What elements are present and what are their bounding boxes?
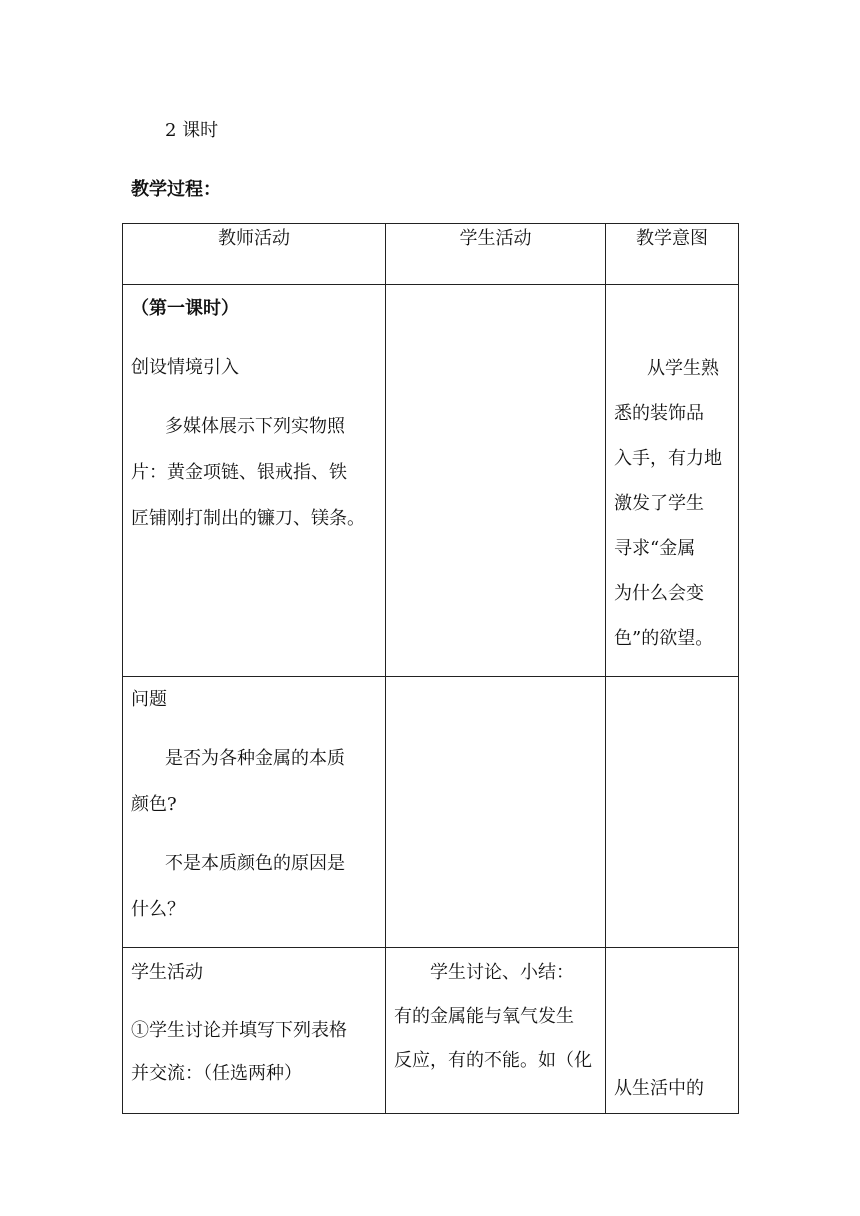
paragraph-line: 片：黄金项链、银戒指、铁	[131, 462, 347, 483]
student-activity-cell	[386, 285, 606, 677]
section-heading: 学生活动	[131, 962, 203, 983]
paragraph-line: 颜色?	[131, 794, 177, 815]
student-line: 学生讨论、小结：	[430, 962, 574, 983]
header-teacher-activity: 教师活动	[123, 224, 386, 285]
session-label: （第一课时）	[131, 298, 239, 319]
student-line: 有的金属能与氧气发生	[394, 1006, 574, 1027]
table-row	[123, 677, 739, 948]
intent-line: 从生活中的	[614, 1078, 704, 1099]
paragraph-line: 什么？	[131, 899, 185, 920]
intent-line: 从学生熟	[647, 358, 719, 379]
intent-line: 入手，有力地	[614, 448, 722, 469]
intent-line: 色”的欲望。	[614, 628, 714, 649]
teaching-intent-cell	[606, 677, 739, 948]
student-line: 反应，有的不能。如（化	[394, 1050, 592, 1071]
paragraph-line: 多媒体展示下列实物照	[165, 416, 345, 437]
student-activity-cell	[386, 948, 606, 1114]
header-student-activity: 学生活动	[386, 224, 606, 285]
header-teaching-intent: 教学意图	[606, 224, 739, 285]
lesson-duration: 2 课时	[165, 120, 219, 141]
teaching-intent-cell	[606, 948, 739, 1114]
student-activity-cell	[386, 677, 606, 948]
intent-line: 悉的装饰品	[614, 403, 704, 424]
paragraph-line: 并交流：（任选两种）	[131, 1063, 302, 1084]
section-heading: 问题	[131, 689, 167, 710]
teaching-process-table	[122, 223, 739, 1114]
teacher-activity-cell	[123, 677, 386, 948]
paragraph-line: 是否为各种金属的本质	[165, 748, 345, 769]
intent-line: 激发了学生	[614, 493, 704, 514]
paragraph-line: 匠铺刚打制出的镰刀、镁条。	[131, 508, 365, 529]
paragraph-line: 不是本质颜色的原因是	[165, 853, 345, 874]
teacher-activity-cell	[123, 285, 386, 677]
section-title: 教学过程：	[131, 179, 221, 200]
table-row	[123, 285, 739, 677]
table-header-row	[123, 224, 739, 285]
section-heading: 创设情境引入	[131, 357, 239, 378]
table-row	[123, 948, 739, 1114]
paragraph-line: ①学生讨论并填写下列表格	[131, 1020, 347, 1041]
intent-line: 寻求“金属	[614, 538, 696, 559]
intent-line: 为什么会变	[614, 583, 704, 604]
teaching-intent-cell	[606, 285, 739, 677]
teacher-activity-cell	[123, 948, 386, 1114]
